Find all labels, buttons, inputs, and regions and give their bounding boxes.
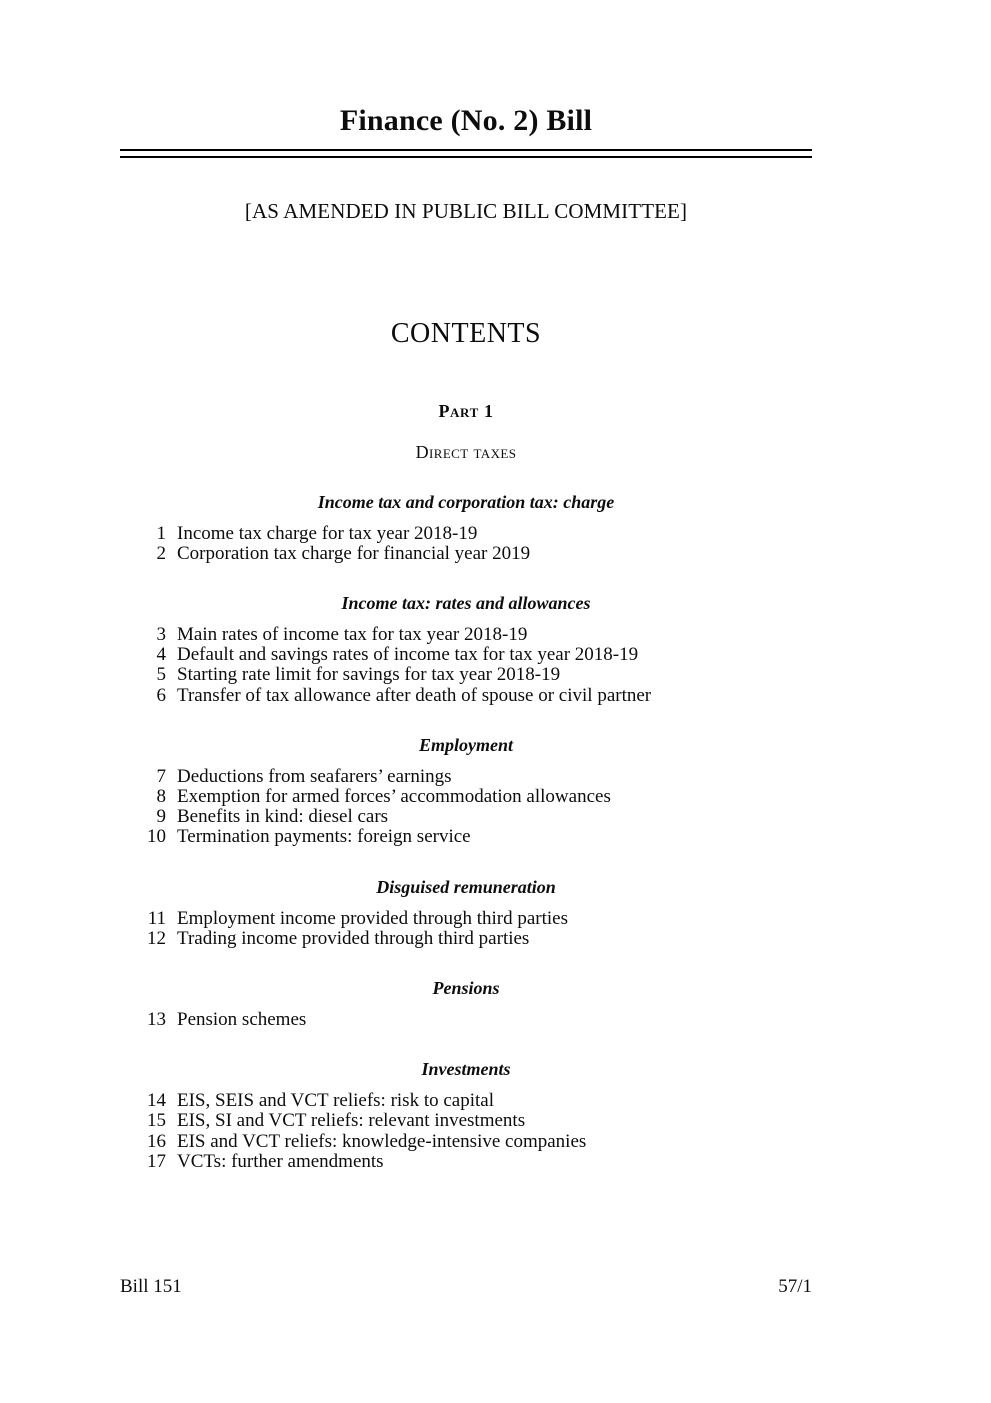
bill-number: Bill 151 — [120, 1276, 182, 1297]
entry-title: Exemption for armed forces’ accommodation allowances — [177, 785, 611, 807]
contents-entry[interactable] — [120, 1132, 812, 1152]
entry-title: Deductions from seafarers’ earnings — [177, 765, 452, 787]
contents-entry[interactable] — [120, 1091, 812, 1111]
contents-entry[interactable] — [120, 787, 812, 807]
page-title: Finance (No. 2) Bill — [339, 104, 593, 137]
contents-heading: CONTENTS — [390, 317, 542, 349]
entry-title: EIS and VCT reliefs: knowledge-intensive companies — [177, 1130, 587, 1152]
entry-number: 6 — [156, 684, 166, 706]
group-heading: Pensions — [432, 977, 500, 998]
entry-number: 8 — [156, 785, 166, 807]
contents-entry[interactable] — [120, 686, 812, 706]
contents-entry[interactable] — [120, 1152, 812, 1172]
entry-title: Termination payments: foreign service — [177, 826, 471, 848]
group-heading: Income tax: rates and allowances — [341, 592, 591, 613]
contents-entry[interactable] — [120, 827, 812, 847]
part-heading: Part 1 — [438, 400, 494, 421]
entry-number: 14 — [147, 1090, 166, 1112]
part-subheading: Direct taxes — [415, 441, 517, 462]
entry-title: EIS, SI and VCT reliefs: relevant investments — [177, 1110, 526, 1132]
contents-group — [120, 1030, 812, 1172]
contents-entry-list — [120, 625, 812, 706]
entry-number: 11 — [147, 907, 166, 929]
entry-number: 7 — [156, 765, 166, 787]
page-reference: 57/1 — [778, 1276, 812, 1297]
group-heading: Income tax and corporation tax: charge — [317, 491, 615, 512]
contents-entry[interactable] — [120, 1111, 812, 1131]
contents-entry[interactable] — [120, 767, 812, 787]
contents-entry[interactable] — [120, 645, 812, 665]
amendment-note: [AS AMENDED IN PUBLIC BILL COMMITTEE] — [244, 198, 688, 223]
contents-entry[interactable] — [120, 665, 812, 685]
contents-groups — [120, 463, 812, 1172]
entry-title: Benefits in kind: diesel cars — [177, 806, 389, 828]
title-double-rule — [120, 149, 812, 158]
entry-number: 17 — [147, 1150, 166, 1172]
contents-group — [120, 848, 812, 949]
entry-title: Trading income provided through third parties — [177, 927, 530, 949]
entry-title: VCTs: further amendments — [177, 1150, 384, 1172]
contents-entry-list — [120, 1010, 812, 1030]
contents-entry-list — [120, 767, 812, 848]
page-footer — [120, 1276, 812, 1298]
entry-number: 13 — [147, 1008, 166, 1030]
contents-group — [120, 949, 812, 1030]
entry-number: 4 — [156, 644, 166, 666]
contents-entry[interactable] — [120, 524, 812, 544]
entry-title: EIS, SEIS and VCT reliefs: risk to capital — [177, 1090, 494, 1112]
entry-title: Main rates of income tax for tax year 2018-19 — [177, 623, 528, 645]
entry-title: Corporation tax charge for financial year 2019 — [177, 542, 531, 564]
entry-number: 16 — [147, 1130, 166, 1152]
contents-entry-list — [120, 524, 812, 564]
document-page — [120, 0, 812, 1403]
group-heading: Employment — [419, 734, 513, 755]
contents-entry[interactable] — [120, 909, 812, 929]
contents-entry[interactable] — [120, 1010, 812, 1030]
entry-number: 9 — [156, 806, 166, 828]
entry-title: Employment income provided through third parties — [177, 907, 569, 929]
entry-title: Income tax charge for tax year 2018-19 — [177, 522, 478, 544]
entry-number: 1 — [156, 522, 166, 544]
contents-entry-list — [120, 1091, 812, 1172]
contents-entry[interactable] — [120, 807, 812, 827]
entry-title: Pension schemes — [177, 1008, 307, 1030]
entry-number: 3 — [156, 623, 166, 645]
entry-number: 15 — [147, 1110, 166, 1132]
entry-number: 12 — [147, 927, 166, 949]
contents-group — [120, 706, 812, 848]
entry-title: Starting rate limit for savings for tax year 2018-19 — [177, 664, 561, 686]
contents-entry[interactable] — [120, 544, 812, 564]
contents-group — [120, 564, 812, 706]
entry-number: 5 — [156, 664, 166, 686]
group-heading: Disguised remuneration — [376, 876, 556, 897]
contents-entry[interactable] — [120, 625, 812, 645]
contents-entry-list — [120, 909, 812, 949]
entry-title: Transfer of tax allowance after death of spouse or civil partner — [177, 684, 652, 706]
contents-group — [120, 463, 812, 564]
entry-title: Default and savings rates of income tax for tax year 2018-19 — [177, 644, 639, 666]
entry-number: 2 — [156, 542, 166, 564]
entry-number: 10 — [147, 826, 166, 848]
group-heading: Investments — [421, 1059, 511, 1080]
contents-entry[interactable] — [120, 929, 812, 949]
